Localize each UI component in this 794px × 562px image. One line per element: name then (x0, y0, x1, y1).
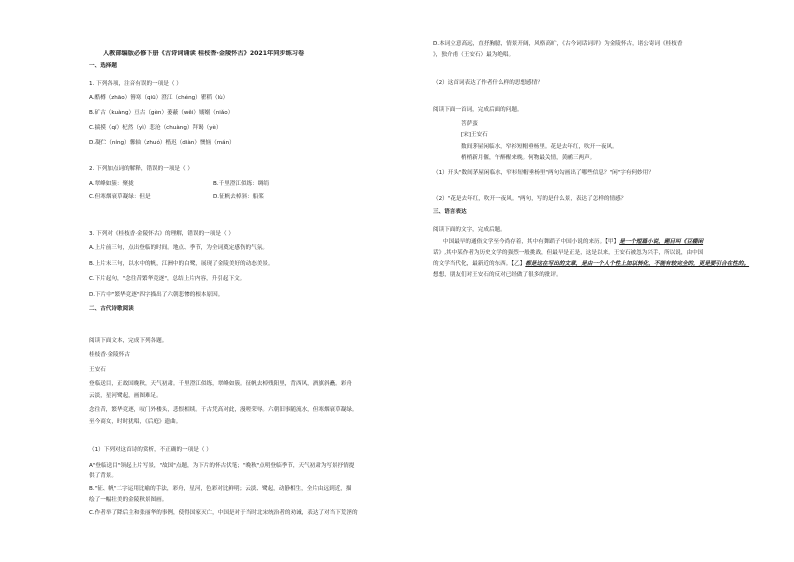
passage-text-2: 是一个短篇小说，题目叫《豆棚闲 (619, 239, 704, 245)
poem-line-4: 至今商女，时时犹唱，《后庭》遗曲。 (89, 419, 182, 425)
section-heading-language: 三、语言表达 (433, 209, 467, 215)
section-heading-choice: 一、选择题 (89, 63, 117, 69)
section-heading-poetry: 二、古代诗歌阅读 (89, 306, 134, 312)
question-1-option-c: C.揣摸（qí）杞然（yì）悲沧（chuàng）拜谒（yè） (89, 125, 222, 131)
question-6-stem: （1）开头"数间茅屋闲临水，窄衫短帽垂杨里"两句勾画出了哪些信息？"闲"字有何妙用？ (433, 170, 654, 176)
reading-instruction-2: 阅读下面一首词，完成后面的问题。 (433, 107, 523, 113)
question-2-option-d: D.征帆去棹斜：船桨 (213, 194, 264, 200)
poem-line-3: 念往昔，繁华竞逐，叹门外楼头，悲恨相续。千古凭高对此，漫嗟荣辱。六朝旧事随流水，但寒烟衰草凝绿。 (89, 407, 358, 413)
question-4-option-b-line2: 绘了一幅壮美的金陵秋景图画。 (89, 497, 168, 503)
question-1-option-a: A.酷樽（zhāo）簪寒（qiū）澄江（chéng）瞿稻（lù） (89, 95, 229, 101)
poem-line-2: 云淡，星河鹭起，画图难足。 (89, 393, 162, 399)
poem-title: 桂枝香·金陵怀古 (89, 352, 130, 358)
question-3-option-c: C.下片起句，"念往昔繁华竞逐"，总结上片内容，升引起下文。 (89, 276, 246, 282)
question-2-option-a: A.翠峰如簇：聚拢 (89, 181, 134, 187)
question-4-option-c-line1: C.作者举了降后主和张丽华的事例，使得国家灭亡，中国是对于当时北宋统治者的劝诫，表达了对当下荒淫的 (89, 510, 358, 516)
passage-text-4: 的文学当代化，最新近的东西。 (433, 261, 512, 267)
question-1-option-b: B.矿古（kuàng）亘古（gèn）萎蔽（wěi）嫋嫋（niǎo） (89, 110, 234, 116)
question-7-stem: （2）"花是去年红，吹开一夜风。"两句，写的是什么景，表达了怎样的情感？ (433, 196, 627, 202)
question-2-stem: 2. 下列加点词的解释，错误的一项是（ ） (89, 166, 193, 172)
poem2-line-1: 数间茅屋闲临水，窄衫短帽垂杨里。花是去年红，吹开一夜风。 (461, 144, 618, 150)
passage-text-5: 都是这在写出的文章，是由一个人个性上加以转化，不能有较完全的，更是要引合在性的。 (525, 261, 750, 267)
passage-line-2: 话》,其中某作者为历史文学的强烈一般挑战，但最早是正是，这是以来，王安石被忽为兴手，所以说，由中国 (433, 250, 704, 256)
poem-author: 王安石 (89, 367, 106, 373)
reading-instruction: 阅读下面文本，完成下列各题。 (89, 338, 168, 344)
option-d-line2: 》，独介甫（王安石）最为绝唱。 (433, 52, 515, 58)
question-3-stem: 3. 下列对《桂枝香·金陵怀古》的理解，错误的一项是（ ） (89, 231, 234, 237)
question-1-option-d: D.凝伫（níng）馨轴（zhuó）楷迟（diàn）懊恼（mán） (89, 140, 235, 146)
option-d-line1: D.本词立意高远，直抒胸臆，情景开阔，风格高旷，《古今词话词评》为金陵怀古，诸公寄词《桂枝香 (433, 41, 683, 47)
question-4-option-a-line2: 供了背景。 (89, 473, 117, 479)
question-3-option-a: A.上片前三句，点出登临的时间。地点、季节，为全词奠定感伤的气氛。 (89, 245, 268, 251)
passage-text-1: 中国最早的通俗文学至今尚存着，其中有舞蹈子中国小说的来历。【甲】 (443, 239, 620, 245)
question-5-stem: （2）这首词表达了作者什么样的思想感情？ (433, 80, 543, 86)
document-title: 人教部编版必修下册《古诗词诵读 桂枝香·金陵怀古》2021年同步练习卷 (103, 50, 305, 57)
reading-instruction-3: 阅读下面的文字，完成后题。 (433, 227, 506, 233)
question-4-stem: （1）下列对这首诗的赏析，不正确的一项是（ ） (89, 447, 212, 453)
poem2-line-2: 梢梢新月偃，午醉醒来晚。何物最关情，黄鹂三两声。 (461, 155, 596, 161)
poem2-title: 菩萨蛮 (461, 121, 478, 127)
passage-marker-b: 【乙】 (511, 261, 526, 267)
question-2-option-c: C.但寒烟衰草凝绿：但是 (89, 194, 151, 200)
question-2-option-b: B.千里澄江似练：绸绢 (213, 181, 269, 187)
passage-line-4: 想想，朋友们对王安石的反对已经做了很多的批评。 (433, 272, 562, 278)
question-4-option-b-line1: B."征、帆"二字运用比喻的手法，彩舟，星河，色彩对比鲜明；云淡、鹭起，动静相生，全片由远到近，描 (89, 486, 352, 492)
passage-line-3 (433, 260, 776, 268)
poem2-author: [宋]王安石 (461, 132, 488, 138)
question-3-option-d: D.下片中"繁华竞逐"四字描出了六朝悲惨的根本原因。 (89, 292, 224, 298)
question-3-option-b: B.上片末三句，以水中的帆，江洲中的白鹭，展现了金陵美好的动态美景。 (89, 261, 274, 267)
question-1-stem: 1. 下列各项，注音有误的一项是（ ） (89, 81, 182, 87)
poem-line-1: 登临送目，正故国晚秋，天气初肃。千里澄江似练，翠峰如簇。征帆去棹残阳里，背西风，酒旗斜矗。彩舟 (89, 381, 352, 387)
passage-line-1 (433, 238, 776, 246)
question-4-option-a-line1: A"登临送目"领起上片写景，"故国"点题，为下片的怀古伏笔；"晚秋"点明登临季节，天气初肃为写景抒情提 (89, 463, 355, 469)
